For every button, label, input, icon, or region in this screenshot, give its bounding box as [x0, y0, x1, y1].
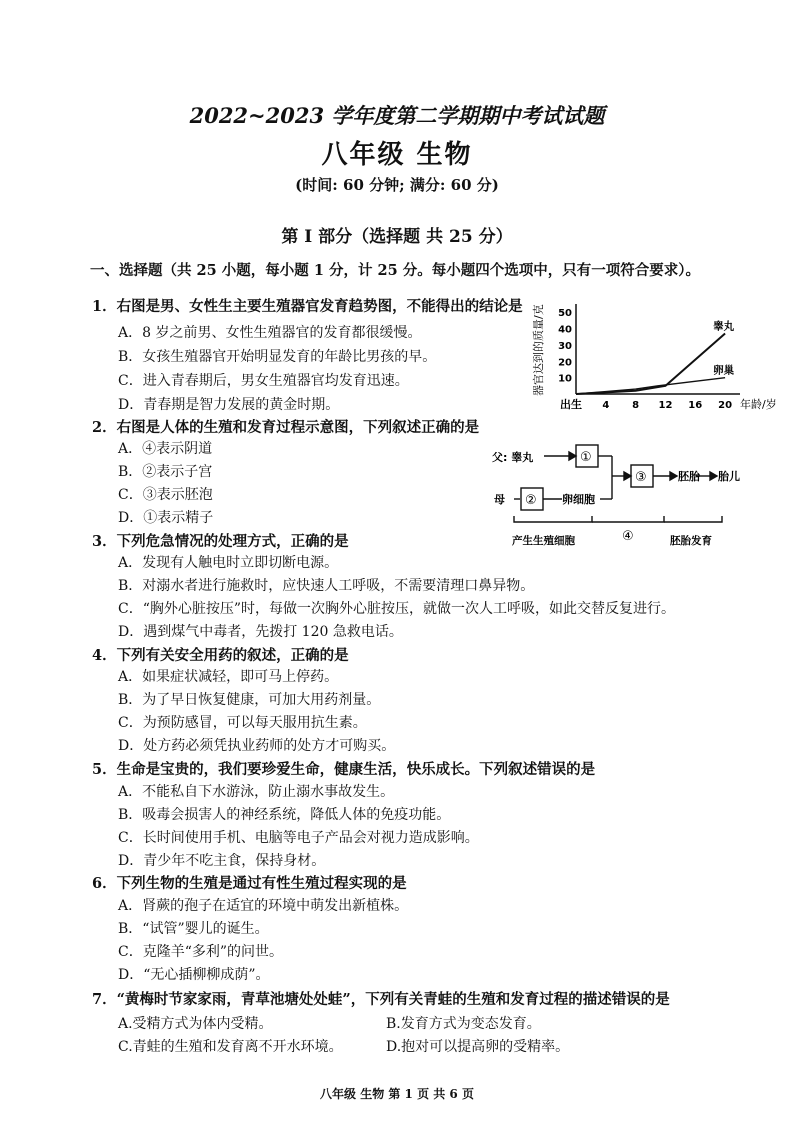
- figure-1-y-tick: 50: [558, 308, 572, 320]
- circle-2-label: ②: [525, 493, 537, 508]
- figure-1-x-tick: 4: [602, 400, 610, 411]
- figure-1-series-label-2: 卵巢: [713, 364, 735, 377]
- exam-title: 2022~2023 学年度第二学期期中考试试题: [189, 103, 605, 128]
- figure-1-ylabel: 器官达到的质量/克: [532, 304, 545, 396]
- question-1-option-d: D．青春期是智力发展的黄金时期。: [118, 397, 340, 413]
- question-2-option-d: D．①表示精子: [118, 510, 214, 526]
- label-mother: 母: [494, 493, 505, 506]
- question-4-option-d: D．处方药必须凭执业药师的处方才可购买。: [118, 738, 396, 754]
- brace-repro: [514, 516, 592, 522]
- label-4: ④: [622, 529, 634, 544]
- question-6-stem: 6．下列生物的生殖是通过有性生殖过程实现的是: [92, 875, 407, 892]
- question-5-option-d: D．青少年不吃主食，保持身材。: [118, 853, 326, 869]
- question-6-option-c: C．克隆羊“多利”的问世。: [118, 944, 284, 960]
- figure-2-reproduction-diagram: [484, 436, 784, 552]
- question-3-option-a: A．发现有人触电时立即切断电源。: [118, 555, 339, 571]
- question-5-stem: 5．生命是宝贵的，我们要珍爱生命，健康生活，快乐成长。下列叙述错误的是: [92, 761, 596, 778]
- figure-1-axes: [576, 304, 740, 394]
- question-7-option-a: A.受精方式为体内受精。: [118, 1016, 273, 1032]
- question-7-option-c: C.青蛙的生殖和发育离不开水环境。: [118, 1039, 343, 1055]
- question-5-option-b: B．吸毒会损害人的神经系统，降低人体的免疫功能。: [118, 807, 451, 823]
- question-3-stem: 3．下列危急情况的处理方式，正确的是: [92, 533, 349, 550]
- figure-1-series-line-2: [576, 378, 725, 394]
- question-1-option-c: C．进入青春期后，男女生殖器官均发育迅速。: [118, 373, 409, 389]
- figure-1-origin-label: 出生: [560, 398, 582, 411]
- figure-1-series-label-1: 睾丸: [713, 320, 735, 333]
- question-7-option-b: B.发育方式为变态发育。: [386, 1016, 541, 1032]
- figure-1-y-tick: 10: [558, 373, 572, 385]
- question-1-option-a: A．8 岁之前男、女性生殖器官的发育都很缓慢。: [118, 325, 422, 341]
- question-6-option-a: A．肾蕨的孢子在适宜的环境中萌发出新植株。: [118, 898, 409, 914]
- figure-1-y-tick: 30: [558, 340, 572, 352]
- question-3-option-d: D．遇到煤气中毒者，先拨打 120 急救电话。: [118, 624, 403, 640]
- question-7-option-d: D.抱对可以提高卵的受精率。: [386, 1039, 570, 1055]
- label-embryo: 胚胎: [678, 470, 700, 483]
- figure-1-x-tick: 8: [632, 400, 640, 411]
- brace-4: [592, 516, 664, 522]
- question-2-stem: 2．右图是人体的生殖和发育过程示意图，下列叙述正确的是: [92, 419, 480, 436]
- question-2-option-a: A．④表示阴道: [118, 441, 213, 457]
- time-info: (时间: 60 分钟; 满分: 60 分): [295, 176, 499, 194]
- question-2-option-c: C．③表示胚泡: [118, 487, 213, 503]
- exam-subtitle: 八年级 生物: [321, 140, 473, 170]
- question-6-option-d: D．“无心插柳柳成荫”。: [118, 967, 270, 983]
- question-4-option-c: C．为预防感冒，可以每天服用抗生素。: [118, 715, 367, 731]
- figure-1-x-tick: 20: [718, 400, 733, 411]
- question-1-stem: 1．右图是男、女性生主要生殖器官发育趋势图，不能得出的结论是: [92, 298, 523, 315]
- part-title: 第 I 部分（选择题 共 25 分）: [281, 227, 513, 247]
- label-father: 父: 睾丸: [492, 451, 534, 464]
- page-footer: 八年级 生物 第 1 页 共 6 页: [320, 1087, 474, 1101]
- question-3-option-b: B．对溺水者进行施救时，应快速人工呼吸，不需要清理口鼻异物。: [118, 578, 535, 594]
- circle-3-label: ③: [635, 470, 647, 485]
- figure-1-growth-chart: [520, 288, 782, 416]
- question-1-option-b: B．女孩生殖器官开始明显发育的年龄比男孩的早。: [118, 349, 437, 365]
- figure-1-xlabel: 年龄/岁: [740, 398, 777, 411]
- question-2-option-b: B．②表示子宫: [118, 464, 213, 480]
- brace-dev: [664, 516, 722, 522]
- label-dev: 胚胎发育: [670, 535, 712, 547]
- question-5-option-c: C．长时间使用手机、电脑等电子产品会对视力造成影响。: [118, 830, 479, 846]
- question-6-option-b: B．“试管”婴儿的诞生。: [118, 921, 269, 937]
- circle-1-label: ①: [580, 450, 592, 465]
- question-4-option-b: B．为了早日恢复健康，可加大用药剂量。: [118, 692, 381, 708]
- figure-1-x-tick: 12: [658, 400, 673, 411]
- figure-1-y-tick: 20: [558, 357, 572, 369]
- question-5-option-a: A．不能私自下水游泳，防止溺水事故发生。: [118, 784, 395, 800]
- label-repro: 产生生殖细胞: [512, 535, 575, 547]
- label-fetus: 胎儿: [718, 470, 740, 483]
- question-7-stem: 7．“黄梅时节家家雨，青草池塘处处蛙”，下列有关青蛙的生殖和发育过程的描述错误的是: [92, 991, 670, 1008]
- question-3-option-c: C．“胸外心脏按压”时，每做一次胸外心脏按压，就做一次人工呼吸，如此交替反复进行。: [118, 601, 676, 617]
- question-4-stem: 4．下列有关安全用药的叙述，正确的是: [92, 647, 349, 664]
- question-4-option-a: A．如果症状减轻，即可马上停药。: [118, 669, 339, 685]
- figure-1-x-tick: 16: [688, 400, 703, 411]
- figure-1-y-tick: 40: [558, 324, 572, 336]
- section-title: 一、选择题（共 25 小题，每小题 1 分，计 25 分。每小题四个选项中，只有一项符合要求）。: [90, 262, 700, 279]
- figure-1-series-line-1: [576, 333, 725, 394]
- label-egg: 卵细胞: [562, 493, 595, 506]
